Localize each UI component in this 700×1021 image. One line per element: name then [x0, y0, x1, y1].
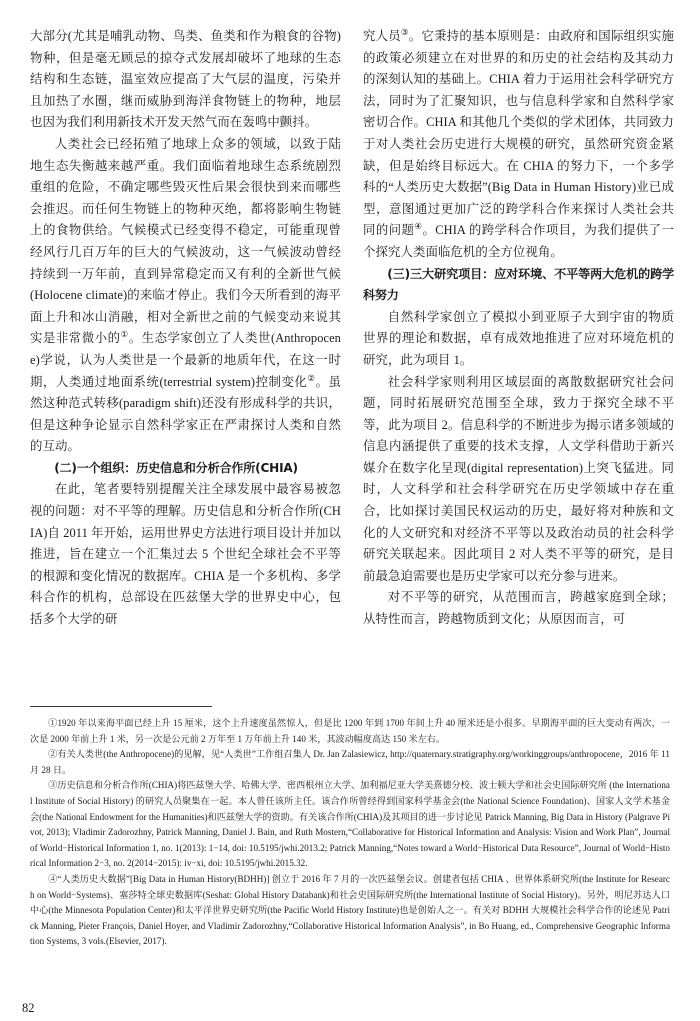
- section-heading-two: (二)一个组织：历史信息和分析合作所(CHIA): [54, 460, 298, 475]
- paragraph: 在此，笔者要特别提醒关注全球发展中最容易被忽视的问题：对不平等的理解。历史信息和分析合作所(CHIA)自 2011 年开始，运用世界史方法进行项目设计并加以推进，旨在建立一个汇集过去 5 个世纪全球社会不平等的根源和变化情况的数据库。CHIA 是一个多机构、多学科合作的机构，总部设在匹兹堡大学的世界史中心，包括多个大学的研: [30, 482, 341, 627]
- footnote-text: 有关人类世(the Anthropocene)的见解，见“人类世”工作组召集人 Dr. Jan Zalasiewicz, http://quaternary.stratigraphy.org/workinggroups/anthropocene，2016 年 11 月 28 日。: [30, 749, 670, 775]
- paragraph: 自然科学家创立了模拟小到亚原子大到宇宙的物质世界的理论和数据，卓有成效地推进了应对环境危机的研究，此为项目 1。: [363, 309, 674, 367]
- left-column: [30, 26, 341, 631]
- footnote-text: “人类历史大数据”[Big Data in Human History(BDHH)] 创立于 2016 年 7 月的一次匹兹堡会议。创建者包括 CHIA 、世界体系研究所(the Institute for Research on World−Systems)、塞莎特全球史数据库(Seshat: Global History Databank)和社会史国际研究所(the International Institute of Social History)。另外，明尼苏达人口中心(the Minnesota Population Center)和太平洋世界史研究所(the Pacific World History Institute)也是创始人之一。有关对 BDHH 大规模社会科学合作的论述见 Patrick Manning, Pieter François, Daniel Hoyer, and Vladimir Zadorozhny,“Collaborative Historical Information Analysis”, in Bo Huang, ed., Comprehensive Geographic Information Systems, 3 vols.(Elsevier, 2017).: [30, 873, 670, 947]
- paragraph: [30, 134, 341, 458]
- footnote-item: [30, 778, 670, 872]
- paragraph-text-part-1: 究人员: [363, 29, 401, 43]
- paragraph: 社会科学家则利用区域层面的离散数据研究社会问题，同时拓展研究范围至全球，致力于探究全球不平等，此为项目 2。信息科学的不断进步为揭示诸多领域的信息内涵提供了重要的技术支撑，人文学科借助于新兴媒介在数字化呈现(digital representation)上突飞猛进。同时，人文科学和社会科学研究在历史学领域中存在重合，比如探讨美国民权运动的历史，最好将对种族和文化的人文研究和对经济不平等以及政治动员的社会科学研究关联起来。因此项目 2 对人类不平等的研究，是目前最急迫需要也是历史学家可以充分参与进来。: [363, 374, 674, 583]
- paragraph: 对不平等的研究，从范围而言，跨越家庭到全球；从特性而言，跨越物质到文化；从原因而言，可: [363, 590, 674, 627]
- paragraph-text-part-1: 人类社会已经拓殖了地球上众多的领域，以致于陆地生态失衡越来越严重。我们面临着地球生态系统剧烈重组的危险，不确定哪些毁灭性后果会很快到来而哪些会推迟。而任何生物链上的物种灭绝，都将影响生物链上的食物供给。气候模式已经变得不稳定，可能重现曾经风行几百万年的巨大的气候波动，这一气候波动曾经持续到一万年前，直到异常稳定而又有利的全新世气候(Holocene climate)的来临才停止。我们今天所看到的海平面上升和冰山消融，相对全新世之前的气候变动来说其实是非常微小的: [30, 136, 341, 346]
- footnote-item: [30, 716, 670, 747]
- paragraph: 大部分(尤其是哺乳动物、鸟类、鱼类和作为粮食的谷物)物种，但是毫无顾忌的掠夺式发展却破坏了地球的生态结构和生态链，温室效应提高了大气层的温度，污染并且加热了水圈，继而威胁到海洋食物链上的物种，地层也因为我们利用新技术开发天然气而在轰鸣中颤抖。: [30, 29, 341, 130]
- section-heading-three: (三)三大研究项目：应对环境、不平等两大危机的跨学科努力: [363, 266, 674, 303]
- paragraph-text-part-3: 。CHIA 的跨学科合作项目，为我们提供了一个探究人类面临危机的全方位视角。: [363, 223, 674, 259]
- paragraph-text-part-2: 。生态学家创立了人类世(Anthropocene)学说，认为人类世是一个最新的地质年代，在这一时期，人类通过地面系统(terrestrial system)控制变化: [30, 331, 341, 389]
- footnotes-section: [30, 706, 670, 950]
- footnote-separator-rule: [30, 706, 212, 707]
- paragraph: [363, 26, 674, 264]
- footnote-ref-1[interactable]: ①: [120, 329, 129, 340]
- footnote-marker: ④: [48, 873, 58, 884]
- footnote-marker: ③: [48, 780, 58, 791]
- footnote-text: 历史信息和分析合作所(CHIA)将匹兹堡大学、哈佛大学、密西根州立大学、加利福尼亚大学美熹德分校、波士顿大学和社会史国际研究所 (the International Institute of Social History) 的研究人员聚集在一起。本人曾任该所主任。该合作所曾经得到国家科学基金会(the National Science Foundation)、国家人文学术基金会(the National Endowment for the Humanities)和匹兹堡大学的资助。有关该合作所(CHIA)及其项目的进一步讨论见 Patrick Manning, Big Data in History (Palgrave Pivot, 2013); Vladimir Zadorozhny, Patrick Manning, Daniel J. Bain, and Ruth Mostern,“Collaborative for Historical Information and Analysis: Vision and Work Plan”, Journal of World−Historical Information 1, no. 1(2013): 1−14, doi: 10.5195/jwhi.2013.2; Patrick Manning,“Notes toward a World−Historical Data Resource”, Journal of World−Historical Information 2−3, no. 2(2014−2015): iv−xi, doi: 10.5195/jwhi.2015.32.: [30, 780, 670, 869]
- body-columns: [30, 26, 674, 698]
- paragraph-text-part-3: 。虽然这种范式转移(paradigm shift)还没有形成科学的共识，但是这种争论显示自然科学家正在严肃探讨人类和自然的互动。: [30, 374, 341, 454]
- footnote-ref-4[interactable]: ④: [414, 221, 423, 232]
- footnote-marker: ②: [48, 749, 58, 760]
- footnote-item: [30, 872, 670, 950]
- footnote-ref-3[interactable]: ③: [400, 26, 409, 37]
- footnote-text: 1920 年以来海平面已经上升 15 厘米，这个上升速度虽然惊人，但是比 1200 年到 1700 年间上升 40 厘米还是小很多。早期海平面的巨大变动有两次，一次是 2000 年前上升 1 米，另一次是公元前 2 万年至 1 万年前上升 140 米，其波动幅度高达 150 米左右。: [30, 718, 670, 744]
- footnote-item: [30, 747, 670, 778]
- footnote-ref-2[interactable]: ②: [307, 372, 316, 383]
- paragraph-text-part-2: 。它秉持的基本原则是：由政府和国际组织实施的政策必须建立在对世界的和历史的社会结构及其动力的深刻认知的基础上。CHIA 着力于运用社会科学研究方法，同时为了汇聚知识，也与信息科学家和自然科学家密切合作。CHIA 和其他几个类似的学术团体，共同致力于对人类社会历史进行大规模的研究，虽然研究资金紧缺，但是始终目标远大。在 CHIA 的努力下，一个多学科的“人类历史大数据”(Big Data in Human History)业已成型，意图通过更加广泛的跨学科合作来探讨人类社会共同的问题: [363, 29, 674, 238]
- page-number: 82: [22, 1001, 35, 1015]
- footnote-marker: ①: [48, 718, 58, 728]
- right-column: [363, 26, 674, 631]
